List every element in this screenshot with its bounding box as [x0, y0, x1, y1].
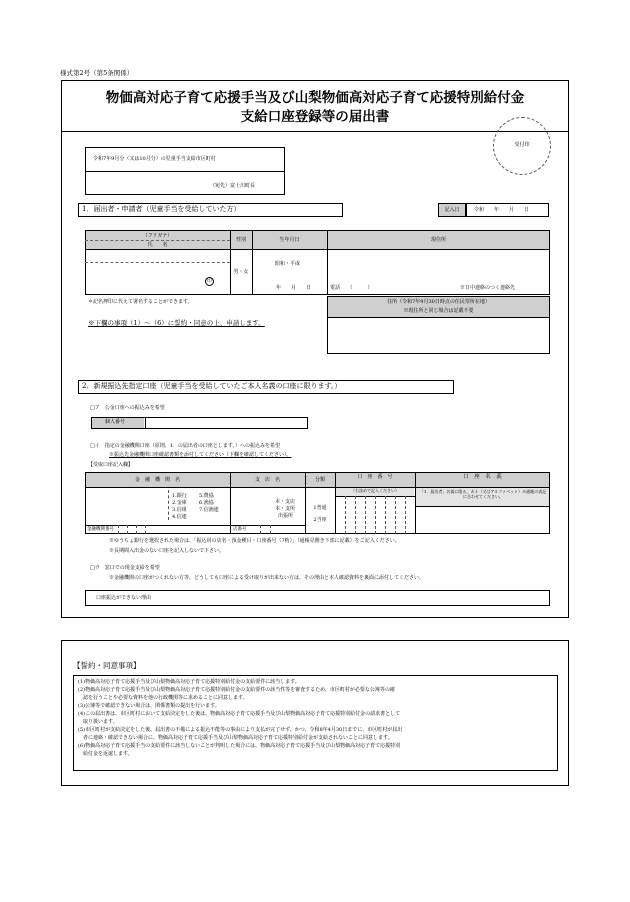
- account-name-input[interactable]: [416, 507, 549, 533]
- pledge-item: 取り扱います。: [78, 719, 118, 725]
- bank-type-6[interactable]: 6.漁協: [199, 500, 214, 506]
- bank-type-7[interactable]: 7.信漁連: [199, 507, 219, 513]
- section2-heading: 2．新規振込先指定口座（児童手当を受給していたご本人名義の口座に限ります。）: [82, 382, 342, 390]
- address-label: 現住所: [430, 237, 446, 243]
- entry-date-label: 記入日: [444, 207, 460, 213]
- pledge-item: (5)市区町村が支給決定をした後、届出書の不備による振込不能等の事由により支払が完了せず、かつ、令和8年4月30日までに、市区町村が届出: [78, 727, 403, 733]
- class-type-2[interactable]: 2当座: [313, 517, 327, 523]
- seal-note: ＊記名押印に代えて署名することができます。: [88, 299, 193, 305]
- consent-note: ※下欄の事項（1）～（6）に誓約・同意の上、申請します。: [88, 319, 265, 327]
- bank-code-label: 金融機関番号: [87, 527, 114, 532]
- mynumber-label: 個人番号: [105, 419, 126, 425]
- pledge-item: (3)公簿等で確認できない場合は、関係書類の提出を行います。: [78, 703, 220, 709]
- residence-note: ※現住所と同じ場合は記載不要: [403, 308, 474, 314]
- residence-input[interactable]: [328, 318, 549, 353]
- account-no-label: 口 座 番 号: [357, 474, 393, 480]
- bank-type-1[interactable]: 1.銀行: [172, 493, 187, 499]
- option-u-note: ※金融機関の口座がつくれない方等、どうしても口座による受け取りが出来ない方は、その理由と本人確認資料を裏面に添付してください。: [109, 575, 425, 581]
- option-a[interactable]: □ア 公金口座への振込みを希望: [90, 405, 165, 411]
- addressee-to: （宛先）富士川町長: [210, 183, 256, 189]
- class-type-1[interactable]: 1普通: [313, 505, 327, 511]
- name-label: 氏 名: [147, 242, 168, 248]
- branch-type-2[interactable]: 本・支所: [275, 506, 296, 512]
- account-number-input[interactable]: [336, 497, 414, 533]
- reception-stamp-label: 受付印: [514, 142, 530, 148]
- form-label: 様式第2号（第5条関係）: [60, 69, 134, 77]
- form-title-line1: 物価高対応子育て応援手当及び山梨物価高対応子育て応援特別給付金: [105, 90, 525, 106]
- addressee-heading: 令和7年9月分（又は10月分）の児童手当支給市区町村: [93, 156, 216, 162]
- bank-type-4[interactable]: 4.信連: [172, 514, 187, 520]
- bank-type-5[interactable]: 5.農協: [199, 493, 214, 499]
- account-name-note: 「1．届出者」名義に限る。カナ（又はアルファベット）※通帳の表記に合わせてください。: [419, 489, 547, 500]
- account-entry-label: 【受取口座記入欄】: [88, 462, 134, 468]
- pledge-heading: 【誓約・同意事項】: [73, 661, 141, 670]
- entry-date-value: 令和 年 月 日: [474, 207, 530, 213]
- residence-label: 住所（令和7年9月30日時点の住民票所在地）: [387, 299, 490, 305]
- reason-input[interactable]: [170, 591, 549, 605]
- pledge-item: (4)この届出書は、市区町村において支給決定をした後は、物価高対応子育て応援手当及び山梨物価高対応子育て応援特別給付金の請求書として: [78, 711, 401, 717]
- bank-code-input[interactable]: [110, 526, 155, 533]
- bank-label: 金 融 機 関 名: [134, 477, 180, 483]
- gender-label: 性別: [235, 237, 246, 243]
- form-title-line2: 支給口座登録等の届出書: [240, 109, 390, 125]
- option-u[interactable]: □ウ 窓口での現金支給を希望: [90, 565, 160, 571]
- mynumber-input[interactable]: [146, 418, 307, 428]
- yucho-note: ※ゆうちょ銀行を選択された場合は、「振込用の店名・預金種目・口座番号（7桁）」（通帳見開き下部に記載）をご記入ください。: [109, 538, 400, 544]
- account-no-note: （右詰めで記入ください）: [351, 488, 399, 493]
- phone-label[interactable]: 電話 （ ）: [330, 285, 373, 291]
- seal-mark: 印: [206, 278, 212, 284]
- branch-label: 支 店 名: [254, 477, 280, 483]
- era-value[interactable]: 昭和・平成: [275, 261, 301, 267]
- option-i[interactable]: □イ 指定の金融機関口座（原則、1．の届出者の口座とします。）への振込みを希望: [90, 443, 281, 449]
- gender-value[interactable]: 男・女: [233, 269, 249, 275]
- bank-type-3[interactable]: 3.信組: [172, 507, 187, 513]
- branch-type-1[interactable]: 本・支店: [275, 499, 296, 505]
- option-i-note: ※振込先金融機関口座確認書類を添付してください（下欄を確認してください）。: [109, 452, 292, 458]
- branch-name-input[interactable]: [231, 488, 273, 521]
- class-label: 分類: [314, 477, 325, 483]
- pledge-item: 認を行うことや必要な資料を他の行政機関等に求めることに同意します。: [78, 695, 248, 701]
- birthdate-ymd[interactable]: 年 月 日: [276, 285, 312, 291]
- section1-heading: 1．届出者・申請者（児童手当を受給していた方）: [82, 205, 241, 213]
- phone-note: ※日中連絡のつく連絡先: [460, 285, 516, 291]
- bank-name-input[interactable]: [86, 488, 167, 521]
- birthdate-label: 生年月日: [279, 237, 300, 243]
- account-name-label: 口 座 名 義: [463, 474, 502, 480]
- reason-label: 口座振込ができない理由: [96, 595, 152, 601]
- pledge-item: 者に連絡・確認できない場合に、物価高対応子育て応援手当及び山梨物価高対応子育て応援特別給付金が支給されないことに同意します。: [78, 735, 393, 741]
- branch-type-3[interactable]: 出張所: [278, 513, 294, 519]
- bank-type-2[interactable]: 2.金庫: [172, 500, 187, 506]
- furigana-label: （フリガナ）: [142, 233, 173, 239]
- furigana-input[interactable]: [86, 250, 229, 261]
- branch-code-label: 店番号: [233, 527, 247, 532]
- pledge-item: (6)物価高対応子育て応援手当の支給要件に該当しないことが判明した場合には、物価高対応子育て応援手当及び山梨物価高対応子育て応援特別: [78, 743, 401, 749]
- branch-code-input[interactable]: [252, 526, 282, 533]
- pledge-item: (1)物価高対応子育て応援手当及び山梨物価高対応子育て応援特別給付金の支給要件に該当します。: [78, 679, 300, 685]
- pledge-item: 給付金を返還します。: [78, 751, 133, 757]
- dormant-note: ※長期間入出金のない口座を記入しないで下さい。: [109, 548, 225, 554]
- pledge-item: (2)物価高対応子育て応援手当及び山梨物価高対応子育て応援特別給付金の支給要件の該当性等を審査するため、市区町村が必要な公簿等の確: [78, 687, 395, 693]
